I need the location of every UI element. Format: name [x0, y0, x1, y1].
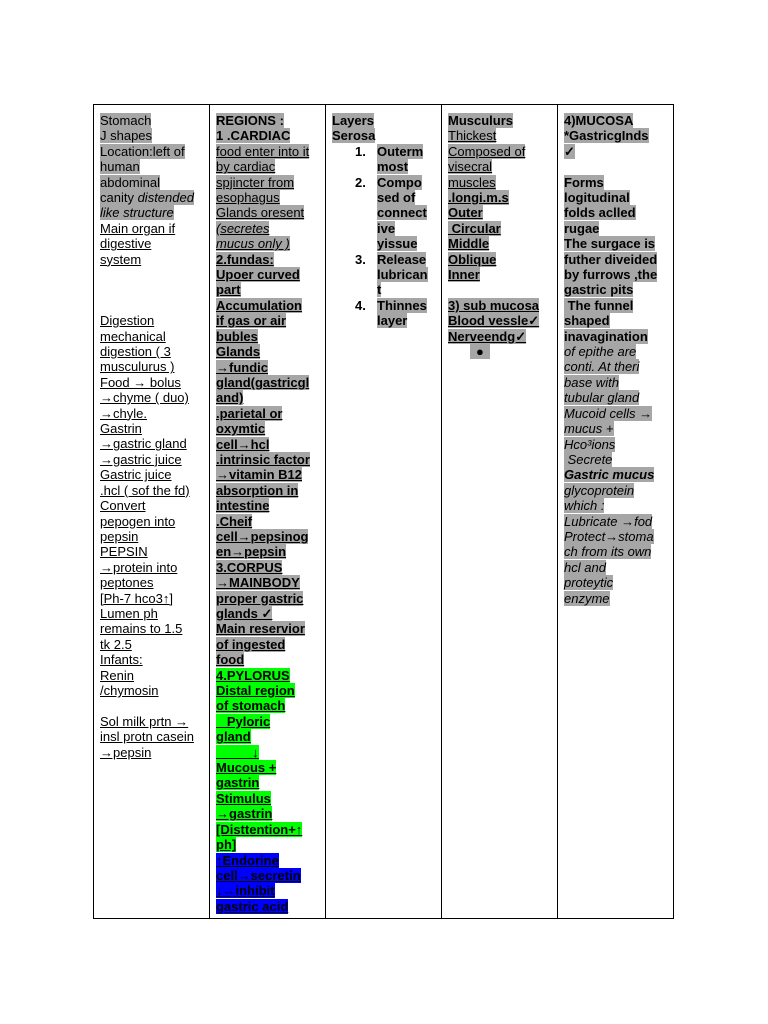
muscles-column: [442, 105, 558, 919]
text-line: cell→secretin: [216, 867, 301, 883]
text-line: Food → bolus: [100, 374, 181, 390]
text-line: intestine: [216, 498, 270, 514]
text-line: Stomach: [100, 113, 152, 128]
text-line: Upoer curved: [216, 267, 300, 283]
regions-column: [210, 105, 326, 919]
heading: REGIONS :: [216, 113, 284, 128]
text-line: pepsin: [100, 528, 139, 544]
text-line: by cardiac: [216, 159, 276, 175]
text-line: →vitamin B12: [216, 467, 302, 483]
text-line: (secretes: [216, 220, 270, 236]
text-line: cell→pepsinog: [216, 528, 309, 544]
text-line: muscles: [448, 174, 496, 190]
text-line: Glands oresent: [216, 205, 305, 221]
text-line: most: [377, 159, 409, 175]
text-line: Sol milk prtn →: [100, 713, 189, 729]
text-line: tk 2.5: [100, 636, 132, 652]
text-line: abdominal: [100, 174, 160, 190]
text-line: Renin: [100, 667, 134, 683]
text-line: Mucoid cells →: [564, 405, 653, 421]
text-line: mucus +: [564, 421, 614, 437]
text-line: Gastric juice: [100, 467, 172, 483]
text-line: distended: [137, 190, 194, 206]
heading: Layers: [332, 113, 374, 128]
text-line: Main organ if: [100, 220, 176, 236]
text-line: mechanical: [100, 328, 166, 344]
text-line: enzyme: [564, 590, 610, 606]
text-line: →MAINBODY: [216, 575, 300, 591]
text-line: →pepsin: [100, 744, 152, 760]
layers-list: [332, 144, 435, 329]
text-line: pepogen into: [100, 513, 176, 529]
table-row: [94, 105, 674, 919]
text-line: gland: [216, 729, 251, 745]
text-line: sed of: [377, 190, 416, 206]
text-line: absorption in: [216, 482, 299, 498]
text-line: remains to 1.5: [100, 621, 183, 637]
text-line: Middle: [448, 236, 490, 252]
text-line: Protect→stoma: [564, 528, 654, 544]
text-line: hcl and: [564, 559, 606, 575]
text-line: connect: [377, 205, 427, 221]
layers-column: [326, 105, 442, 919]
text-line: tubular gland: [564, 390, 640, 406]
heading: 4)MUCOSA: [564, 113, 634, 128]
text-line: Oblique: [448, 251, 497, 267]
text-line: yissue: [377, 236, 418, 252]
text-line: .parietal or: [216, 405, 283, 421]
text-line: .Cheif: [216, 513, 253, 529]
text-line: Location:left of: [100, 143, 185, 159]
text-line: .longi.m.s: [448, 190, 509, 206]
text-line: oxymtic: [216, 421, 266, 437]
text-line: Lubricate →fod: [564, 513, 653, 529]
text-line: ph]: [216, 837, 237, 853]
text-line: ↑Endorine: [216, 852, 279, 868]
text-line: 3.CORPUS: [216, 559, 283, 575]
text-line: Stimulus: [216, 790, 271, 806]
text-line: en→pepsin: [216, 544, 287, 560]
text-line: digestion ( 3: [100, 344, 171, 360]
text-line: cell→hcl: [216, 436, 270, 452]
text-line: folds aclled: [564, 205, 636, 221]
text-line: spjincter from: [216, 174, 295, 190]
list-number: 3.: [355, 251, 366, 267]
text-line: layer: [377, 313, 408, 329]
text-line: base with: [564, 374, 619, 390]
text-line: which :: [564, 498, 605, 514]
text-line: lubrican: [377, 267, 428, 283]
list-number: 2.: [355, 174, 366, 190]
text-line: gland(gastricgl: [216, 374, 310, 390]
text-line: gastric pits: [564, 282, 634, 298]
text-line: insl protn casein: [100, 729, 194, 745]
text-line: Forms: [564, 174, 604, 190]
text-line: Inner: [448, 267, 480, 283]
text-line: musculurus ): [100, 359, 175, 375]
text-line: gastric acid: [216, 898, 289, 914]
heading: Musculurs: [448, 113, 514, 128]
text-line: The funnel: [564, 297, 634, 313]
text-line: Blood vessle✓: [448, 313, 540, 329]
text-line: by furrows ,the: [564, 267, 658, 283]
heading: 3) sub mucosa: [448, 297, 540, 313]
text-line: 2.fundas:: [216, 251, 274, 267]
text-line: Release: [377, 251, 427, 267]
text-line: like structure: [100, 205, 174, 221]
text-line: proteytic: [564, 575, 614, 591]
heading: Serosa: [332, 128, 376, 144]
text-line: PEPSIN: [100, 544, 148, 560]
text-line: Nerveendg✓: [448, 328, 527, 344]
list-number: 4.: [355, 297, 366, 313]
text-line: Circular: [448, 220, 501, 236]
text-line: Pyloric: [216, 713, 271, 729]
text-line: →fundic: [216, 359, 268, 375]
text-line: Convert: [100, 498, 146, 514]
text-line: canity: [100, 190, 138, 206]
text-line: Main reservior: [216, 621, 305, 637]
text-line: Digestion: [100, 313, 155, 329]
text-line: food: [216, 652, 245, 668]
text-line: J shapes: [100, 128, 153, 144]
text-line: Gastrin: [100, 421, 142, 437]
text-line: of epithe are: [564, 344, 637, 360]
text-line: Composed of: [448, 143, 526, 159]
text-line: mucus only ): [216, 236, 290, 252]
text-line: glands ✓: [216, 606, 273, 621]
text-line: shaped: [564, 313, 610, 329]
text-line: futher diveided: [564, 251, 658, 267]
text-line: Outerm: [377, 143, 424, 159]
text-line: glycoprotein: [564, 482, 635, 498]
text-line: peptones: [100, 575, 154, 591]
text-line: ch from its own: [564, 544, 652, 560]
text-line: Accumulation: [216, 297, 302, 313]
text-line: Secrete: [564, 451, 613, 467]
text-line: system: [100, 251, 142, 267]
text-line: t: [377, 282, 382, 298]
text-line: .hcl ( sof the fd): [100, 482, 190, 498]
text-line: food enter into it: [216, 143, 310, 159]
notes-table: [93, 104, 674, 919]
text-line: .intrinsic factor: [216, 451, 310, 467]
list-item: [332, 144, 435, 175]
text-line: [Ph-7 hco3↑]: [100, 590, 173, 606]
text-line: ive: [377, 220, 396, 236]
text-line: Distal region: [216, 683, 295, 699]
text-line: human: [100, 159, 140, 175]
text-line: →chyme ( duo): [100, 390, 189, 406]
text-line: esophagus: [216, 190, 280, 206]
text-line: inavagination: [564, 328, 648, 344]
text-line: rugae: [564, 220, 600, 236]
text-line: ↓→inhibit: [216, 883, 275, 899]
text-line: →gastric juice: [100, 451, 182, 467]
list-item: [332, 252, 435, 298]
text-line: Hco³ions: [564, 436, 616, 452]
text-line: Outer: [448, 205, 483, 221]
text-line: Glands: [216, 344, 261, 360]
text-line: 4.PYLORUS: [216, 667, 290, 683]
check-icon: ✓: [564, 143, 575, 159]
text-line: part: [216, 282, 241, 298]
text-line: Thinnes: [377, 297, 427, 313]
text-line: Infants:: [100, 652, 143, 668]
text-line: Mucous +: [216, 760, 277, 776]
text-line: Gastric mucus: [564, 467, 655, 483]
text-line: The surgace is: [564, 236, 656, 252]
text-line: ↓: [216, 744, 259, 760]
text-line: of stomach: [216, 698, 286, 714]
text-line: →protein into: [100, 559, 178, 575]
text-line: *GastricgInds: [564, 128, 649, 144]
text-line: →chyle.: [100, 405, 147, 421]
text-line: visecral: [448, 159, 493, 175]
list-item: [332, 298, 435, 329]
text-line: →gastrin: [216, 806, 273, 822]
text-line: /chymosin: [100, 682, 159, 698]
text-line: logitudinal: [564, 190, 630, 206]
text-line: and): [216, 390, 244, 406]
text-line: proper gastric: [216, 590, 304, 606]
text-line: digestive: [100, 236, 152, 252]
text-line: Compo: [377, 174, 422, 190]
text-line: [Disttention+↑: [216, 821, 303, 837]
list-number: 1.: [355, 143, 366, 159]
text-line: conti. At theri: [564, 359, 640, 375]
mucosa-column: [558, 105, 674, 919]
stomach-column: [94, 105, 210, 919]
text-line: Lumen ph: [100, 605, 158, 621]
text-line: Thickest: [448, 128, 497, 144]
text-line: gastrin: [216, 775, 260, 791]
text-line: if gas or air: [216, 313, 287, 329]
text-line: bubles: [216, 328, 258, 344]
list-item: [332, 175, 435, 252]
text-line: of ingested: [216, 636, 286, 652]
bullet-icon: ●: [470, 344, 490, 359]
heading: 1 .CARDIAC: [216, 128, 291, 144]
text-line: →gastric gland: [100, 436, 187, 452]
